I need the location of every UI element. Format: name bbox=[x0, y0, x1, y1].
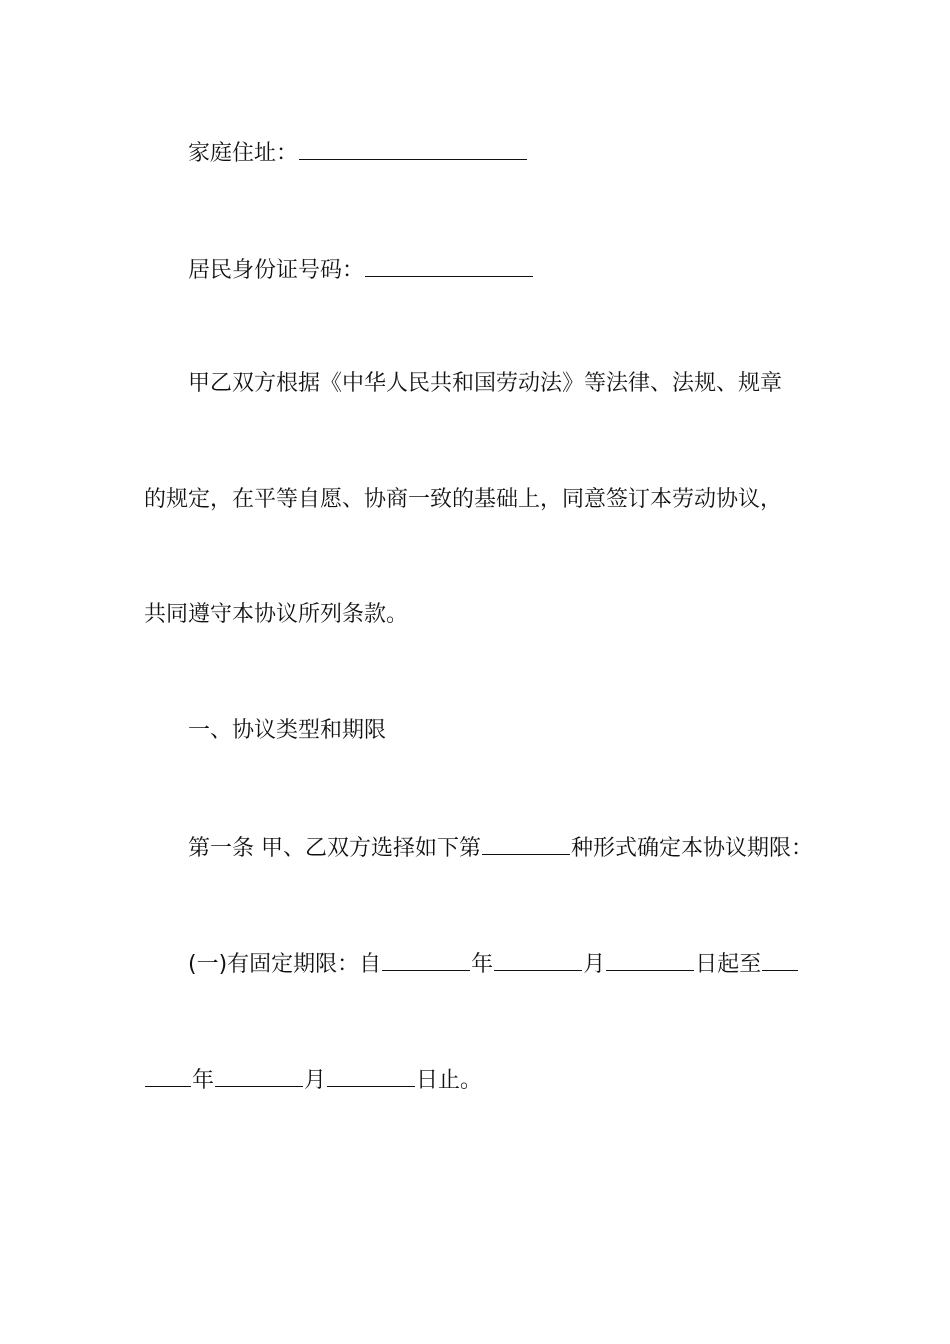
home-address-row bbox=[188, 137, 528, 167]
section-heading: 一、协议类型和期限 bbox=[188, 718, 387, 743]
fixed-term-row bbox=[188, 948, 799, 978]
preamble-line-2: 的规定，在平等自愿、协商一致的基础上，同意签订本劳动协议， bbox=[144, 487, 783, 512]
end-year-blank-end bbox=[145, 1064, 191, 1087]
article-1-text-end: 种形式确定本协议期限： bbox=[571, 836, 814, 861]
fixed-term-end-row bbox=[144, 1064, 482, 1094]
home-address-label: 家庭住址： bbox=[188, 141, 299, 166]
end-year-blank-start bbox=[762, 948, 798, 971]
form-choice-blank bbox=[482, 832, 570, 855]
start-year-blank bbox=[382, 948, 470, 971]
year-label: 年 bbox=[471, 952, 494, 977]
article-1-text-start: 第一条 甲、乙双方选择如下第 bbox=[188, 836, 481, 861]
id-number-blank bbox=[365, 254, 533, 277]
end-month-blank bbox=[215, 1064, 303, 1087]
preamble-line-3: 共同遵守本协议所列条款。 bbox=[144, 602, 409, 627]
day-to-label: 日止。 bbox=[416, 1068, 483, 1093]
end-day-blank bbox=[327, 1064, 415, 1087]
article-1 bbox=[188, 832, 813, 862]
preamble-line-1: 甲乙双方根据《中华人民共和国劳动法》等法律、法规、规章 bbox=[188, 371, 783, 396]
day-from-label: 日起至 bbox=[695, 952, 762, 977]
month-label: 月 bbox=[304, 1068, 327, 1093]
start-month-blank bbox=[494, 948, 582, 971]
fixed-term-prefix: (一)有固定期限：自 bbox=[188, 952, 382, 977]
id-number-row bbox=[188, 254, 534, 284]
year-label: 年 bbox=[192, 1068, 215, 1093]
start-day-blank bbox=[606, 948, 694, 971]
id-number-label: 居民身份证号码： bbox=[188, 258, 365, 283]
home-address-blank bbox=[299, 137, 527, 160]
month-label: 月 bbox=[583, 952, 606, 977]
